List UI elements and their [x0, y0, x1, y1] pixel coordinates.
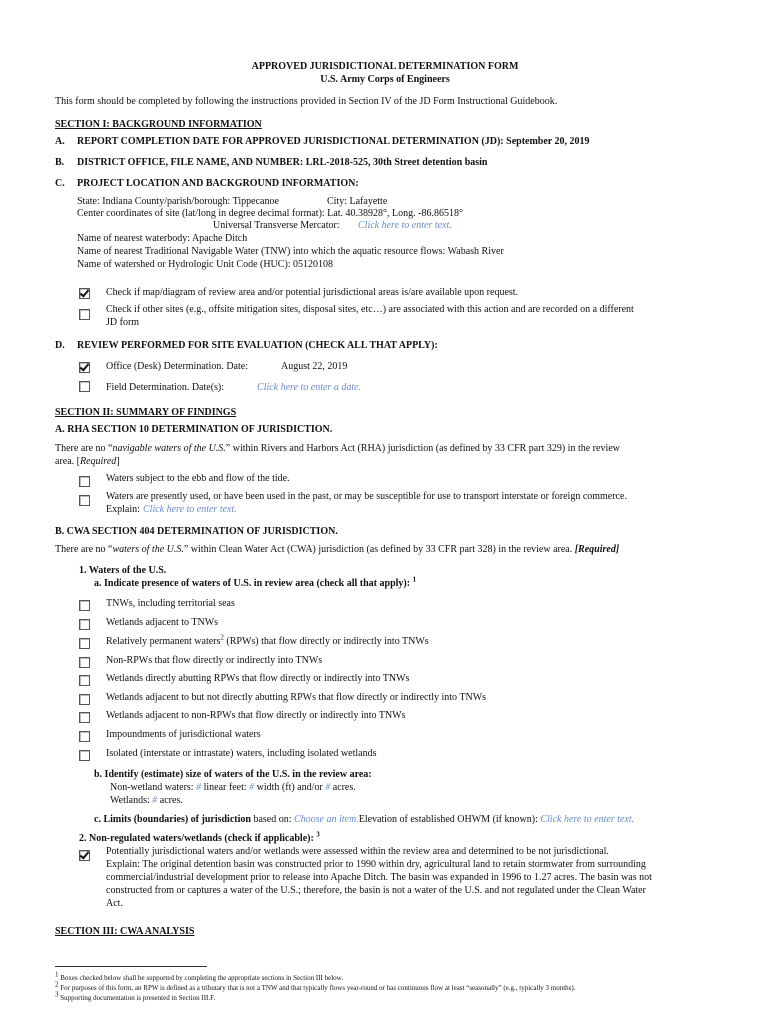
identify-size-heading: b. Identify (estimate) size of waters of the U.S. in the review area: [94, 769, 372, 780]
cwa-heading: B. CWA SECTION 404 DETERMINATION OF JURISDICTION. [55, 526, 338, 537]
footnote-2: $^2$ For purposes of this form, an RPW is defined as a tributary that is not a TNW and that typically flows year-round or has continuous flow at least “seasonally” (e.g., typically 3 months). [55, 980, 576, 992]
wetlands-not-abutting-rpw-label: Wetlands adjacent to but not directly abutting RPWs that flow directly or indirectly into TNWs [106, 692, 487, 703]
non-regulated-line1: Potentially jurisdictional waters and/or wetlands were assessed within the review area and determined to be not jurisdictional. [106, 846, 609, 857]
review-performed-heading: REVIEW PERFORMED FOR SITE EVALUATION (CHECK ALL THAT APPLY): [77, 340, 438, 351]
field-determination-checkbox[interactable] [79, 381, 90, 392]
linear-feet-input[interactable]: # [196, 782, 202, 793]
non-rpw-checkbox[interactable] [79, 657, 90, 668]
impoundments-checkbox[interactable] [79, 731, 90, 742]
report-completion-date: REPORT COMPLETION DATE FOR APPROVED JURISDICTIONAL DETERMINATION (JD): September 20, 2019 [77, 136, 590, 147]
rha-explain-input[interactable]: Click here to enter text. [143, 504, 237, 515]
non-wetland-waters-line: Non-wetland waters: # linear feet: # width (ft) and/or # acres. [110, 782, 356, 793]
impoundments-label: Impoundments of jurisdictional waters [106, 729, 261, 740]
non-regulated-heading: 2. Non-regulated waters/wetlands (check if applicable): $^3$ [79, 830, 320, 844]
footnote-divider [55, 966, 207, 967]
map-available-checkbox[interactable] [79, 288, 90, 299]
field-date-input[interactable]: Click here to enter a date. [257, 382, 362, 393]
wetlands-non-rpw-checkbox[interactable] [79, 712, 90, 723]
non-regulated-line4: constructed from or captures a water of the U.S.; therefore, the basin is not a water of the U.S. and not regulated under the Clean Water [106, 885, 646, 896]
nearest-waterbody: Name of nearest waterbody: Apache Ditch [77, 233, 248, 244]
office-determination-checkbox[interactable] [79, 362, 90, 373]
rha-paragraph-line2: area. [Required] [55, 456, 120, 467]
wetlands-adjacent-tnw-label: Wetlands adjacent to TNWs [106, 617, 219, 628]
section-2-heading: SECTION II: SUMMARY OF FINDINGS [55, 407, 237, 418]
non-regulated-line5: Act. [106, 898, 123, 909]
tidal-waters-label: Waters subject to the ebb and flow of the tide. [106, 473, 290, 484]
rpw-checkbox[interactable] [79, 638, 90, 649]
project-location-heading: PROJECT LOCATION AND BACKGROUND INFORMATION: [77, 178, 359, 189]
footnote-1: $^1$ Boxes checked below shall be supported by completing the appropriate sections in Section III below. [55, 970, 344, 982]
form-title: APPROVED JURISDICTIONAL DETERMINATION FORM [251, 61, 519, 72]
office-determination-date: August 22, 2019 [281, 361, 348, 372]
jurisdiction-basis-select[interactable]: Choose an item. [294, 814, 359, 825]
isolated-waters-checkbox[interactable] [79, 750, 90, 761]
other-sites-checkbox[interactable] [79, 309, 90, 320]
rpw-label: Relatively permanent waters$^2$ (RPWs) that flow directly or indirectly into TNWs [106, 633, 429, 647]
wetlands-abutting-rpw-label: Wetlands directly abutting RPWs that flow directly or indirectly into TNWs [106, 673, 410, 684]
wetlands-adjacent-tnw-checkbox[interactable] [79, 619, 90, 630]
form-subtitle: U.S. Army Corps of Engineers [320, 74, 450, 85]
nearest-tnw: Name of nearest Traditional Navigable Water (TNW) into which the aquatic resource flows: Wabash River [77, 246, 504, 257]
tidal-waters-checkbox[interactable] [79, 476, 90, 487]
non-wetland-acres-input[interactable]: # [325, 782, 331, 793]
wetland-acres-input[interactable]: # [152, 795, 158, 806]
city: City: Lafayette [327, 196, 388, 207]
other-sites-label: Check if other sites (e.g., offsite mitigation sites, disposal sites, etc…) are associated with this action and are recorded on a different [106, 304, 634, 315]
cwa-paragraph: There are no “waters of the U.S.” within Clean Water Act (CWA) jurisdiction (as defined by 33 CFR part 328) in the review area. [Required] [55, 544, 620, 555]
item-c-letter: C. [55, 178, 65, 189]
wetlands-abutting-rpw-checkbox[interactable] [79, 675, 90, 686]
rha-paragraph-line1: There are no “navigable waters of the U.S.” within Rivers and Harbors Act (RHA) jurisdiction (as defined by 33 CFR part 329) in the review [55, 443, 620, 454]
office-determination-label: Office (Desk) Determination. Date: [106, 361, 248, 372]
ohwm-elevation-input[interactable]: Click here to enter text. [540, 814, 635, 825]
item-d-letter: D. [55, 340, 65, 351]
section-1-heading: SECTION I: BACKGROUND INFORMATION [55, 119, 262, 130]
non-regulated-line2: Explain: The original detention basin was constructed prior to 1990 within dry, agricultural land to retain stormwater from surrounding [106, 859, 646, 870]
commerce-waters-checkbox[interactable] [79, 495, 90, 506]
non-regulated-line3: commercial/industrial development prior to release into Apache Ditch. The basin was expanded in 1996 to 1.27 acres. The basin was not [106, 872, 652, 883]
non-regulated-checkbox[interactable] [79, 850, 90, 861]
isolated-waters-label: Isolated (interstate or intrastate) waters, including isolated wetlands [106, 748, 377, 759]
commerce-waters-label: Waters are presently used, or have been used in the past, or may be susceptible for use to transport interstate or foreign commerce. [106, 491, 627, 502]
rha-heading: A. RHA SECTION 10 DETERMINATION OF JURISDICTION. [55, 424, 333, 435]
indicate-presence-heading: a. Indicate presence of waters of U.S. in review area (check all that apply): $^1$ [94, 575, 417, 589]
waters-of-us-heading: 1. Waters of the U.S. [79, 565, 167, 576]
field-determination-label: Field Determination. Date(s): [106, 382, 225, 393]
item-b-letter: B. [55, 157, 65, 168]
district-office-file: DISTRICT OFFICE, FILE NAME, AND NUMBER: LRL-2018-525, 30th Street detention basin [77, 157, 488, 168]
non-rpw-label: Non-RPWs that flow directly or indirectly into TNWs [106, 655, 323, 666]
rha-explain-label: Explain: [106, 504, 140, 515]
section-3-heading: SECTION III: CWA ANALYSIS [55, 926, 195, 937]
map-available-label: Check if map/diagram of review area and/or potential jurisdictional areas is/are available upon request. [106, 287, 519, 298]
tnw-checkbox[interactable] [79, 600, 90, 611]
utm-label: Universal Transverse Mercator: [213, 220, 340, 231]
center-coordinates: Center coordinates of site (lat/long in degree decimal format): Lat. 40.38928°, Long. -86.86518° [77, 208, 463, 219]
watershed-huc: Name of watershed or Hydrologic Unit Code (HUC): 05120108 [77, 259, 334, 270]
state-county: State: Indiana County/parish/borough: Tippecanoe [77, 196, 279, 207]
tnw-label: TNWs, including territorial seas [106, 598, 235, 609]
footnote-3: $^3$ Supporting documentation is presented in Section III.F. [55, 990, 216, 1002]
wetlands-non-rpw-label: Wetlands adjacent to non-RPWs that flow directly or indirectly into TNWs [106, 710, 406, 721]
utm-input[interactable]: Click here to enter text. [358, 220, 452, 231]
wetlands-acres-line: Wetlands: # acres. [110, 795, 183, 806]
other-sites-label-cont: JD form [106, 317, 140, 328]
limits-of-jurisdiction-line: c. Limits (boundaries) of jurisdiction based on: Choose an item.Elevation of established OHWM (if known): Click here to enter text. [94, 814, 635, 825]
intro-text: This form should be completed by following the instructions provided in Section IV of the JD Form Instructional Guidebook. [55, 96, 558, 107]
item-a-letter: A. [55, 136, 65, 147]
width-input[interactable]: # [249, 782, 255, 793]
wetlands-not-abutting-rpw-checkbox[interactable] [79, 694, 90, 705]
